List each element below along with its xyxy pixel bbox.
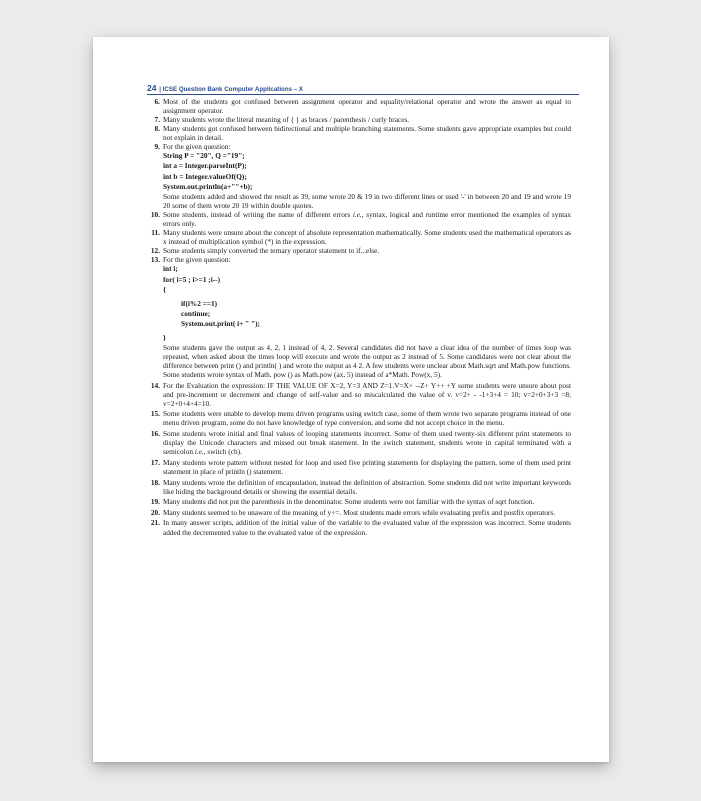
item-number: 13. <box>150 255 160 265</box>
list-item <box>147 142 571 210</box>
list-item <box>147 255 571 379</box>
item-text: Many students wrote pattern without nested for loop and used five printing statements for displaying the pattern, some of them used print statement in place of println () statement. <box>163 457 571 476</box>
item-text: Many students seemed to be unaware of the meaning of y+=. Most students made errors while evaluating prefix and postfix operators. <box>163 507 556 517</box>
code-line: System.out.print( i+ " "); <box>181 319 260 329</box>
item-number: 14. <box>150 380 160 390</box>
item-intro: For the given question: <box>163 142 231 152</box>
page-body <box>147 97 571 537</box>
item-number: 12. <box>150 246 160 256</box>
list-item <box>147 409 571 427</box>
list-item <box>147 458 571 476</box>
code-line: String P = "20", Q ="19"; <box>163 151 245 161</box>
item-intro: For the given question: <box>163 255 231 265</box>
code-line: int a = Integer.parseInt(P); <box>163 161 247 171</box>
item-number: 8. <box>154 124 160 134</box>
list-item <box>147 429 571 456</box>
item-number: 16. <box>150 429 160 439</box>
code-line: { <box>163 284 166 294</box>
item-text: syntax, logical and runtime error mentioned the examples of syntax errors only. <box>163 210 571 229</box>
code-line: if(i%2 ==1) <box>181 299 218 309</box>
item-number: 15. <box>150 409 160 419</box>
code-line: continue; <box>181 309 211 319</box>
item-number: 9. <box>154 142 160 152</box>
list-item <box>147 124 571 142</box>
item-text: Some students wrote initial and final values of looping statements incorrect. Some of them used twenty-six different print statements to display the Unicode characters and missed out break statement. In the switch statement, students wrote in capital terminated with a semicolon <box>163 429 571 457</box>
document-page <box>93 37 609 762</box>
item-number: 10. <box>150 210 160 220</box>
item-number: 11. <box>151 228 160 238</box>
item-number: 6. <box>154 97 160 106</box>
book-title: ICSE Question Bank Computer Applications – X <box>162 86 304 93</box>
header-separator: | <box>159 86 161 93</box>
item-text: Many students did not put the parenthesis in the denominator. Some students were not familiar with the syntax of sqrt function. <box>163 497 535 507</box>
list-item <box>147 246 571 255</box>
item-number: 19. <box>150 497 160 507</box>
item-text: Many students got confused between bidirectional and multiple branching statements. Some students gave appropriate examples but could not explain in detail. <box>163 124 571 143</box>
code-line: int i; <box>163 264 178 274</box>
ie-abbrev: i.e., <box>352 210 364 220</box>
list-item <box>147 518 571 536</box>
item-text: Most of the students got confused between assignment operator and equality/relational operator and wrote the answer as equal to assignment operator. <box>163 97 571 116</box>
list-item <box>147 97 571 115</box>
list-item <box>147 115 571 124</box>
ie-abbrev: i.e., <box>194 447 206 457</box>
list-item <box>147 228 571 246</box>
running-header <box>147 83 579 95</box>
list-item <box>147 381 571 408</box>
code-line: } <box>163 332 166 342</box>
item-number: 21. <box>150 518 160 528</box>
list-item <box>147 508 571 517</box>
list-item <box>147 478 571 496</box>
item-number: 18. <box>150 477 160 487</box>
item-text: Many students wrote the definition of encapsulation, instead the definition of abstraction. Some students did not write important keywords like hiding the background details or showing the essential details. <box>163 477 571 496</box>
item-text: switch (ch). <box>205 447 242 457</box>
item-text: Some students gave the output as 4, 2, 1 instead of 4, 2. Several candidates did not have a clear idea of the number of times loop was repeated, when asked about the times loop will execute and wrote the output as 2 instead of 5. Some candidates were not clear about the difference between print () and println( ) and wrote the output as 4 2. A few students were unclear about Math.sqrt and Math.pow functions. Some students wrote syntax of Math. pow () as Math.pow (ax, 5) instead of a*Math. Pow(x, 5). <box>163 342 571 380</box>
page-number: 24 <box>147 83 157 93</box>
item-number: 20. <box>150 507 160 517</box>
code-line: System.out.println(a+""+b); <box>163 181 253 191</box>
list-item <box>147 497 571 506</box>
item-text: Some students were unable to develop menu driven programs using switch case, some of them wrote two separate programs instead of one menu driven program, some do not have knowledge of type conversion, and some did not accept choice in the menu. <box>163 409 571 428</box>
item-number: 7. <box>154 115 160 125</box>
item-text: Some students, instead of writing the name of different errors <box>163 210 353 220</box>
item-text: For the Evaluation the expression: IF THE VALUE OF X=2, Y=3 AND Z=1.V=X+ --Z+ Y++ +Y some students were unsure about post and pre-increment or decrement and change of self-value and so miscalculated the value of v. v=2+ - -1+3+4 = 10; v=2+0+3+3 =8; v=2+0+4+4=10. <box>163 380 571 408</box>
item-text: Many students were unsure about the concept of absolute representation mathematically. Some students used the mathematical operators as x instead of multiplication symbol (*) in the expression. <box>163 228 571 247</box>
item-text: Many students wrote the literal meaning of { } as braces / parenthesis / curly braces. <box>163 115 410 125</box>
item-number: 17. <box>150 457 160 467</box>
item-text: In many answer scripts, addition of the initial value of the variable to the evaluated value of the expression was incorrect. Some students added the decremented value to the evaluated value of the expression. <box>163 518 571 537</box>
item-text: Some students added and showed the result as 39, some wrote 20 & 19 in two different lines or used '-' in between 20 and 19 and wrote 19 20 some of them wrote 20 19 within double quotes. <box>163 192 571 211</box>
list-item <box>147 210 571 228</box>
code-line: int b = Integer.valueOf(Q); <box>163 171 247 181</box>
code-line: for( i=5 ; i>=1 ;i--) <box>163 274 221 284</box>
item-text: Some students simply converted the ternary operator statement to if...else. <box>163 246 380 256</box>
